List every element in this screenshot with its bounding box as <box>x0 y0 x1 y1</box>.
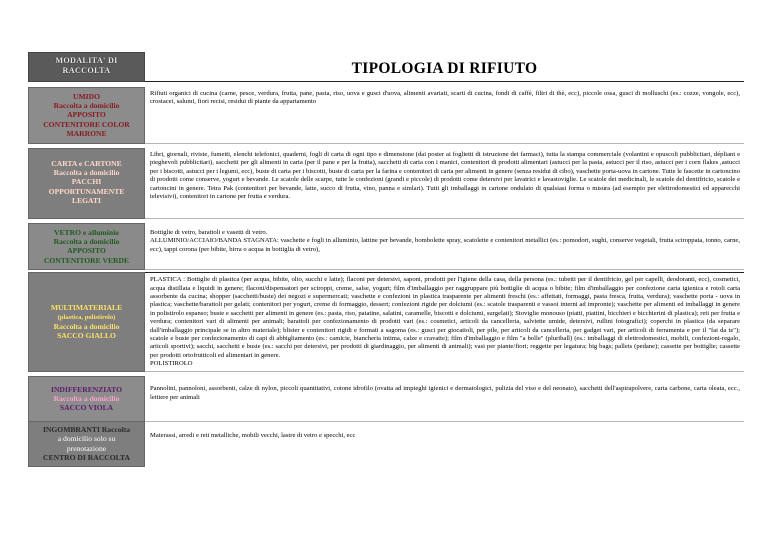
waste-indifferenziato-text: Pannolini, pannoloni, assorbenti, calze di nylon, piccoli quantitativi, cotone idrofilo (ovatta ad impieghi igienici e dermatologici, pulizia del viso e del neonato), sacchetti dell'aspirapolvere, carta carbone, carta oleata, ecc., lettiere per animali <box>145 376 745 421</box>
header-modalita-line-2: RACCOLTA <box>62 65 111 75</box>
waste-carta-text: Libri, giornali, riviste, fumetti, elenchi telefonici, quaderni, fogli di carta di ogni tipo e dimensione (dai poster ai foglietti di istruzione dei farmaci), tutta la stampa commerciale (volantini e opuscoli pubblicitari, dépliant e pieghevoli pubblicitari), sacchetti per gli alimenti in carta (per il pane e per la frutta), sacchetti di carta con i manici, contenitori di prodotti alimentari (astucci per la pasta, astucci per il riso, astucci per i corn flakes ,astucci per i biscotti, astucci per i legumi, ecc), buste di carta per i biscotti, buste di carta per la farina e contenitori di carta per alimenti in genere (senza residui di cibo), vaschette porta-uova in cartone. Tutte le fascette in cartoncino di prodotti come conserve, yogurt e bevande. Le scatole delle scarpe, tutte le confezioni (grandi e piccole) di prodotti come detersivi per lavatrici e lavastoviglie. Le scatole dei medicinali, le scatole del dentifricio, scatole e cartoncini in genere. Tetra Pak (contenitori per bevande, latte, succo di frutta, vino, panna e simlari). Tutti gli imballaggi in cartone ondulato di qualsiasi forma o misura (ad esempio per elettrodomestici ed apparecchi televisivi), contenitori in cartone per frutta e verdura. <box>145 148 745 218</box>
method-vetro-line-3: APPOSITO <box>67 246 106 256</box>
method-umido-line-5: MARRONE <box>66 129 107 139</box>
method-carta-line-4: OPPORTUNAMENTE <box>48 186 125 196</box>
waste-ingombranti-text: Materassi, arredi e reti metalliche, mobili vecchi, lastre di vetro e specchi, ecc <box>150 431 356 439</box>
row-multimateriale <box>29 273 745 371</box>
waste-vetro-text <box>145 223 745 270</box>
method-carta-line-3: PACCHI <box>71 177 102 187</box>
header-modalita <box>29 53 145 82</box>
waste-vetro-line-2: ALLUMINIO/ACCIAIO/BANDA STAGNATA: vaschette e fogli in alluminio, lattine per bevande, bombolette spray, scatolette e contenitori metallici (es.: pomodori, sughi, conserve vegetali, frutta sciroppata, tonno, carne, ecc), tappi corona (per bibite, birra o acqua in bottiglia di vetro), <box>150 237 740 253</box>
waste-vetro-line-1: Bottiglie di vetro, barattoli e vasetti di vetro. <box>150 229 268 237</box>
waste-umido-text: Rifiuti organici di cucina (carne, pesce, verdura, frutta, pane, pasta, riso, uova e gusci d'uova, alimenti avariati, scarti di cucina, fondi di caffè, filtri di thè, ecc), piccole ossa, gusci di molluschi (es.: cozze, vongole, ecc), crostacei, salumi, fiori recisi, residui di piante da appartamento <box>145 87 745 143</box>
method-umido-line-1: UMIDO <box>73 91 100 101</box>
method-multi-line-4: SACCO GIALLO <box>57 331 116 341</box>
method-carta <box>29 148 145 218</box>
waste-polistirolo-text: POLISTIROLO <box>150 360 193 368</box>
method-multi-line-2: (plastica, polistirolo) <box>57 313 116 321</box>
row-ingombranti <box>29 421 745 466</box>
method-indifferenziato <box>29 376 145 421</box>
method-umido-line-2: Raccolta a domicilio <box>53 100 120 110</box>
method-indiff-line-3: SACCO VIOLA <box>59 403 114 413</box>
row-indifferenziato <box>29 376 745 421</box>
method-vetro <box>29 223 145 270</box>
method-umido-line-3: APPOSITO <box>67 110 106 120</box>
header-tipologia: TIPOLOGIA DI RIFIUTO <box>145 53 745 82</box>
method-carta-line-5: LEGATI <box>72 196 101 206</box>
method-ingombranti-line-4: CENTRO DI RACCOLTA <box>43 453 130 463</box>
waste-table <box>28 52 744 467</box>
method-umido <box>29 87 145 143</box>
method-vetro-line-1: VETRO e alluminio <box>54 227 119 237</box>
method-vetro-line-2: Raccolta a domicilio <box>53 236 120 246</box>
method-ingombranti-line-2: a domicilio solo su <box>57 434 116 444</box>
method-vetro-line-4: CONTENITORE VERDE <box>43 255 130 265</box>
method-indiff-line-2: Raccolta a domicilio <box>53 394 120 404</box>
method-indiff-line-1: INDIFFERENZIATO <box>50 384 123 394</box>
row-umido <box>29 87 745 143</box>
header-modalita-line-1: MODALITA' DI <box>55 56 118 65</box>
header-row <box>29 53 745 82</box>
method-multimateriale <box>29 273 145 371</box>
method-carta-line-2: Raccolta a domicilio <box>53 167 120 177</box>
method-umido-line-4: CONTENITORE COLOR <box>43 119 130 129</box>
method-ingombranti-line-1: INGOMBRANTI Raccolta <box>42 424 131 434</box>
waste-plastica-text: PLASTICA : Bottiglie di plastica (per acqua, bibite, olio, succhi e latte); flaconi per detersivi, saponi, prodotti per l'igiene della casa, della persona (es.: tubetti per il dentifricio, gel per capelli, deodoranti, ecc), cosmetici, acqua distillata e liquidi in genere; flaconi/dispensatori per sciroppi, creme, salse, yogurt; film d'imballaggio per raggruppare più bottiglie di acqua o bibite; film d'imballaggio per confezione carta igienica e rotoli carta assorbente da cucina; shopper (sacchetti/buste) dei negozi e supermercati; vaschette e confezioni in plastica trasparente per alimenti freschi (es.: affettati, formaggi, pasta fresca, frutta, verdura); vaschette porta - uova in plastica; vaschette/barattoli per gelati; contenitori per yogurt, creme di formaggio, dessert; confezioni rigide per dolciumi (es.: scatole trasparenti e vassoi interni ad impronte); vaschette per alimenti ed imballaggi in genere in polistirolo espanso; buste e sacchetti per alimenti in genere (es.: pasta, riso, patatine, salatini, caramelle, biscotti e dolciumi, surgelati); Stoviglie monouso (piatti, piattini, bicchieri e bicchierini di plastica); reti per frutta e verdura; contenitori vari di alimenti per animali; barattoli per confezionamento di prodotti vari (es.: cosmetici, articoli da cancelleria, salviette umide, detersivi, rullini fotografici); coperchi in plastica (da separare dall'imballaggio principale se in altro materiale); blister e contenitori rigidi e formati a sagoma (es.: gusci per giocattoli, per pile, per articoli da cancelleria, per gadget vari, per articoli di ferramenta e per il "fai da te"); scatole e buste per confezionamento di capi di abbigliamento (es.: camicie, biancheria intima, calze e cravatte); film d'imballaggio e film "a bolle" (pluriball) (es.: imballaggi di elettrodomestici, mobili, confezioni-regalo, articoli sportivi); sacchi, sacchetti e buste (es.: sacchi per detersivi, per prodotti di giardinaggio, per alimenti di animali); vasi per piante/fiori; reggette per legatura; big bags; pallets (pedane); cassette per bottiglie; cassette per prodotti ortofrutticoli ed alimentari in genere. <box>150 276 740 359</box>
method-multi-line-1: MULTIMATERIALE <box>50 303 123 313</box>
method-ingombranti <box>29 421 145 466</box>
row-carta <box>29 148 745 218</box>
method-ingombranti-line-3: prenotazione <box>66 443 107 453</box>
waste-table-page <box>28 52 744 467</box>
method-carta-line-1: CARTA e CARTONE <box>51 158 122 168</box>
method-multi-line-3: Raccolta a domicilio <box>53 321 120 331</box>
waste-multimateriale-text <box>145 273 745 371</box>
row-vetro <box>29 223 745 270</box>
